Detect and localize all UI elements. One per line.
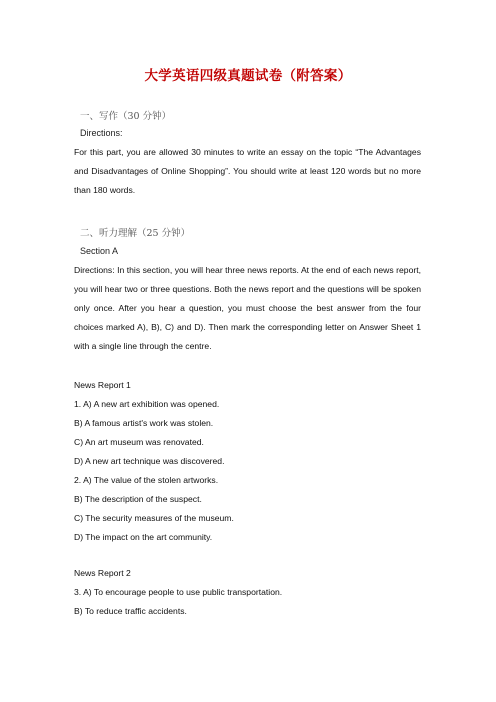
writing-section-heading: 一、写作（30 分钟） <box>80 111 172 122</box>
question-line: D) The impact on the art community. <box>74 532 213 542</box>
question-line: D) A new art technique was discovered. <box>74 456 225 466</box>
question-line: C) The security measures of the museum. <box>74 513 234 523</box>
listening-section-heading: 二、听力理解（25 分钟） <box>80 228 191 239</box>
question-line: C) An art museum was renovated. <box>74 437 204 447</box>
news-report-1-label: News Report 1 <box>74 380 131 390</box>
listening-directions-text: Directions: In this section, you will hear three news reports. At the end of each news report, you will hear two or three questions. Both the news report and the questions will be spoken only once. After you hear a question, you must choose the best answer from the four choices marked A), B), C) and D). Then mark the corresponding letter on Answer Sheet 1 with a single line through the centre. <box>74 265 421 351</box>
writing-directions-label: Directions: <box>80 128 123 138</box>
question-line: B) The description of the suspect. <box>74 494 202 504</box>
page-title: 大学英语四级真题试卷（附答案） <box>144 68 352 84</box>
question-line: 1. A) A new art exhibition was opened. <box>74 399 220 409</box>
news-report-2-label: News Report 2 <box>74 568 131 578</box>
section-a-label: Section A <box>80 246 119 256</box>
question-line: 2. A) The value of the stolen artworks. <box>74 475 219 485</box>
question-line: B) To reduce traffic accidents. <box>74 606 187 616</box>
question-line: B) A famous artist's work was stolen. <box>74 418 214 428</box>
question-line: 3. A) To encourage people to use public transportation. <box>74 587 283 597</box>
writing-directions-text: For this part, you are allowed 30 minutes to write an essay on the topic “The Advantages and Disadvantages of Online Shopping”. You should write at least 120 words but no more than 180 words. <box>74 147 421 195</box>
